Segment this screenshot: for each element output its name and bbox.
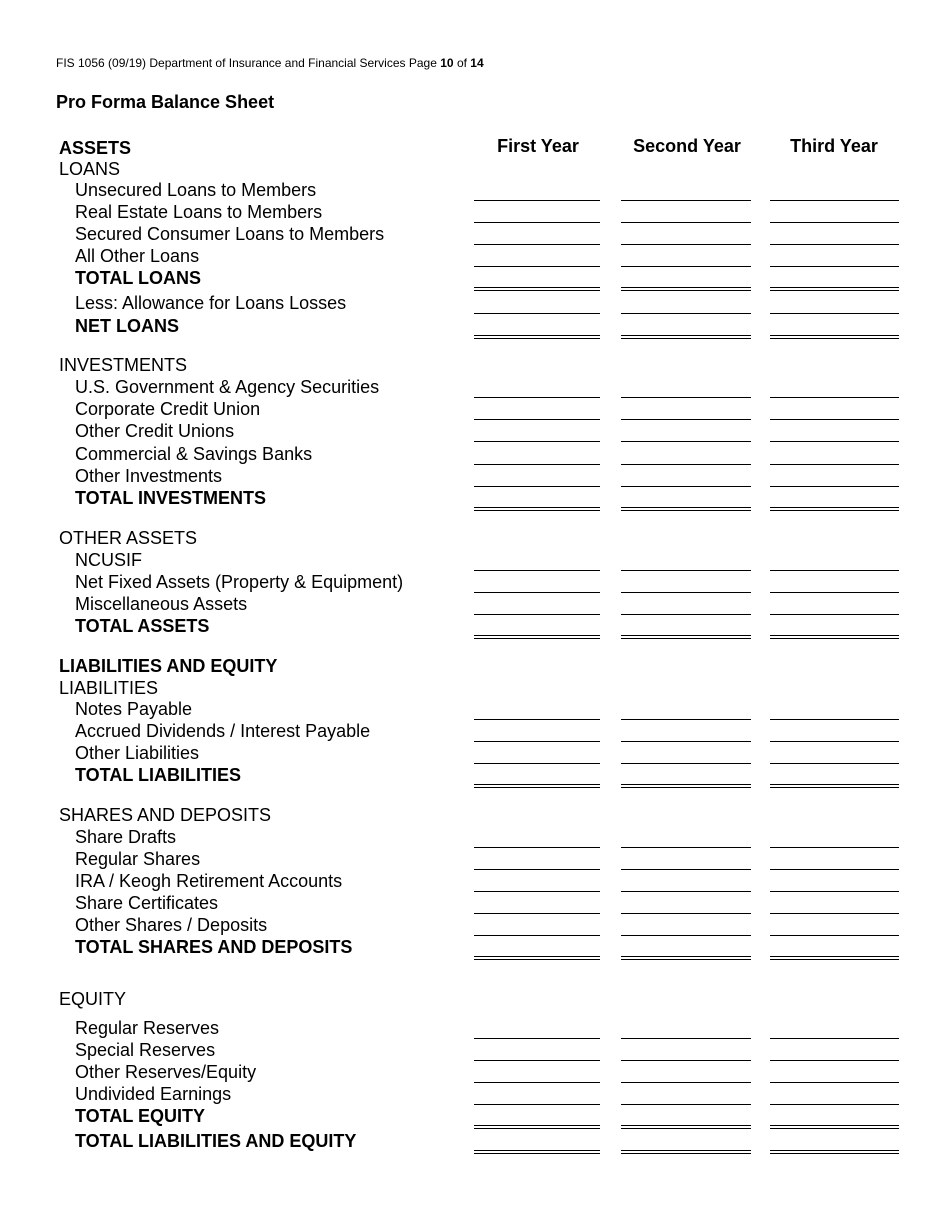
entry-line-second-year[interactable] — [621, 1082, 751, 1083]
entry-line-third-year[interactable] — [770, 397, 899, 398]
entry-line-second-year[interactable] — [621, 1060, 751, 1061]
entry-line-second-year[interactable] — [621, 1150, 751, 1154]
entry-line-first-year[interactable] — [474, 1104, 600, 1105]
row-label: Unsecured Loans to Members — [75, 180, 317, 200]
entry-line-third-year[interactable] — [770, 741, 899, 742]
entry-line-third-year[interactable] — [770, 266, 899, 267]
entry-line-third-year[interactable] — [770, 200, 899, 201]
row-label: TOTAL LOANS — [75, 268, 201, 288]
entry-line-third-year[interactable] — [770, 335, 899, 339]
row-label: Other Credit Unions — [75, 421, 235, 441]
entry-line-third-year[interactable] — [770, 891, 899, 892]
entry-line-second-year[interactable] — [621, 913, 751, 914]
entry-line-third-year[interactable] — [770, 1150, 899, 1154]
entry-line-second-year[interactable] — [621, 200, 751, 201]
entry-line-second-year[interactable] — [621, 635, 751, 639]
entry-line-second-year[interactable] — [621, 464, 751, 465]
row-label: Accrued Dividends / Interest Payable — [75, 721, 371, 741]
entry-line-second-year[interactable] — [621, 741, 751, 742]
entry-line-first-year[interactable] — [474, 419, 600, 420]
entry-line-first-year[interactable] — [474, 956, 600, 960]
row-label: Commercial & Savings Banks — [75, 444, 313, 464]
entry-line-first-year[interactable] — [474, 719, 600, 720]
entry-line-first-year[interactable] — [474, 200, 600, 201]
entry-line-first-year[interactable] — [474, 913, 600, 914]
page-of: of — [456, 56, 467, 70]
entry-line-third-year[interactable] — [770, 244, 899, 245]
entry-line-second-year[interactable] — [621, 287, 751, 291]
entry-line-second-year[interactable] — [621, 419, 751, 420]
entry-line-third-year[interactable] — [770, 784, 899, 788]
row-label: NCUSIF — [75, 550, 142, 570]
row-label: Special Reserves — [75, 1040, 216, 1060]
column-header-second-year: Second Year — [633, 136, 741, 156]
entry-line-third-year[interactable] — [770, 1082, 899, 1083]
entry-line-second-year[interactable] — [621, 1104, 751, 1105]
row-label: OTHER ASSETS — [59, 528, 198, 548]
row-label: Undivided Earnings — [75, 1084, 232, 1104]
entry-line-first-year[interactable] — [474, 1125, 600, 1129]
entry-line-first-year[interactable] — [474, 441, 600, 442]
page-title: Pro Forma Balance Sheet — [56, 92, 275, 112]
page-number: 10 — [440, 56, 454, 70]
entry-line-second-year[interactable] — [621, 891, 751, 892]
row-label: SHARES AND DEPOSITS — [59, 805, 272, 825]
row-label: Regular Reserves — [75, 1018, 220, 1038]
entry-line-second-year[interactable] — [621, 1038, 751, 1039]
entry-line-third-year[interactable] — [770, 869, 899, 870]
row-label: LOANS — [59, 159, 121, 179]
entry-line-first-year[interactable] — [474, 287, 600, 291]
row-label: TOTAL SHARES AND DEPOSITS — [75, 937, 353, 957]
column-header-first-year: First Year — [497, 136, 579, 156]
entry-line-first-year[interactable] — [474, 763, 600, 764]
row-label: All Other Loans — [75, 246, 200, 266]
entry-line-second-year[interactable] — [621, 313, 751, 314]
entry-line-first-year[interactable] — [474, 486, 600, 487]
column-header-third-year: Third Year — [790, 136, 878, 156]
entry-line-first-year[interactable] — [474, 507, 600, 511]
entry-line-first-year[interactable] — [474, 266, 600, 267]
row-label: Real Estate Loans to Members — [75, 202, 323, 222]
row-label: ASSETS — [59, 138, 132, 158]
entry-line-first-year[interactable] — [474, 1150, 600, 1154]
entry-line-third-year[interactable] — [770, 635, 899, 639]
entry-line-third-year[interactable] — [770, 592, 899, 593]
entry-line-third-year[interactable] — [770, 614, 899, 615]
entry-line-second-year[interactable] — [621, 570, 751, 571]
row-label: LIABILITIES AND EQUITY — [59, 656, 278, 676]
entry-line-first-year[interactable] — [474, 741, 600, 742]
row-label: INVESTMENTS — [59, 355, 188, 375]
entry-line-second-year[interactable] — [621, 266, 751, 267]
entry-line-first-year[interactable] — [474, 313, 600, 314]
entry-line-third-year[interactable] — [770, 1038, 899, 1039]
entry-line-first-year[interactable] — [474, 464, 600, 465]
row-label: IRA / Keogh Retirement Accounts — [75, 871, 343, 891]
entry-line-first-year[interactable] — [474, 570, 600, 571]
entry-line-third-year[interactable] — [770, 464, 899, 465]
row-label: Share Certificates — [75, 893, 219, 913]
row-label: Share Drafts — [75, 827, 177, 847]
entry-line-second-year[interactable] — [621, 222, 751, 223]
entry-line-second-year[interactable] — [621, 935, 751, 936]
entry-line-second-year[interactable] — [621, 784, 751, 788]
entry-line-third-year[interactable] — [770, 1060, 899, 1061]
row-label: TOTAL INVESTMENTS — [75, 488, 267, 508]
entry-line-third-year[interactable] — [770, 847, 899, 848]
entry-line-first-year[interactable] — [474, 935, 600, 936]
entry-line-third-year[interactable] — [770, 507, 899, 511]
row-label: LIABILITIES — [59, 678, 159, 698]
row-label: EQUITY — [59, 989, 127, 1009]
entry-line-first-year[interactable] — [474, 891, 600, 892]
form-header — [56, 56, 484, 70]
row-label: U.S. Government & Agency Securities — [75, 377, 380, 397]
entry-line-second-year[interactable] — [621, 335, 751, 339]
row-label: Less: Allowance for Loans Losses — [75, 293, 347, 313]
page-total: 14 — [470, 56, 484, 70]
row-label: Regular Shares — [75, 849, 201, 869]
entry-line-first-year[interactable] — [474, 1082, 600, 1083]
entry-line-second-year[interactable] — [621, 614, 751, 615]
row-label: Other Shares / Deposits — [75, 915, 268, 935]
entry-line-second-year[interactable] — [621, 486, 751, 487]
row-label: TOTAL EQUITY — [75, 1106, 206, 1126]
entry-line-second-year[interactable] — [621, 1125, 751, 1129]
row-label: Notes Payable — [75, 699, 193, 719]
entry-line-second-year[interactable] — [621, 869, 751, 870]
entry-line-third-year[interactable] — [770, 913, 899, 914]
entry-line-second-year[interactable] — [621, 397, 751, 398]
entry-line-second-year[interactable] — [621, 507, 751, 511]
entry-line-third-year[interactable] — [770, 419, 899, 420]
row-label: Secured Consumer Loans to Members — [75, 224, 385, 244]
entry-line-second-year[interactable] — [621, 763, 751, 764]
entry-line-second-year[interactable] — [621, 244, 751, 245]
entry-line-first-year[interactable] — [474, 1060, 600, 1061]
form-id: FIS 1056 (09/19) Department of Insurance and Financial Services Page — [56, 56, 437, 70]
entry-line-second-year[interactable] — [621, 719, 751, 720]
entry-line-third-year[interactable] — [770, 486, 899, 487]
entry-line-first-year[interactable] — [474, 614, 600, 615]
entry-line-first-year[interactable] — [474, 635, 600, 639]
entry-line-third-year[interactable] — [770, 763, 899, 764]
row-label: Other Investments — [75, 466, 223, 486]
entry-line-third-year[interactable] — [770, 719, 899, 720]
entry-line-third-year[interactable] — [770, 935, 899, 936]
entry-line-first-year[interactable] — [474, 847, 600, 848]
entry-line-third-year[interactable] — [770, 1104, 899, 1105]
row-label: Net Fixed Assets (Property & Equipment) — [75, 572, 404, 592]
entry-line-second-year[interactable] — [621, 847, 751, 848]
entry-line-third-year[interactable] — [770, 1125, 899, 1129]
row-label: TOTAL LIABILITIES — [75, 765, 241, 785]
entry-line-third-year[interactable] — [770, 570, 899, 571]
row-label: Corporate Credit Union — [75, 399, 261, 419]
entry-line-third-year[interactable] — [770, 287, 899, 291]
entry-line-second-year[interactable] — [621, 441, 751, 442]
entry-line-second-year[interactable] — [621, 592, 751, 593]
row-label: TOTAL LIABILITIES AND EQUITY — [75, 1131, 357, 1151]
row-label: TOTAL ASSETS — [75, 616, 210, 636]
entry-line-second-year[interactable] — [621, 956, 751, 960]
row-label: NET LOANS — [75, 316, 180, 336]
entry-line-third-year[interactable] — [770, 441, 899, 442]
entry-line-first-year[interactable] — [474, 869, 600, 870]
row-label: Other Reserves/Equity — [75, 1062, 257, 1082]
row-label: Miscellaneous Assets — [75, 594, 248, 614]
entry-line-first-year[interactable] — [474, 222, 600, 223]
entry-line-third-year[interactable] — [770, 956, 899, 960]
entry-line-first-year[interactable] — [474, 335, 600, 339]
entry-line-first-year[interactable] — [474, 397, 600, 398]
entry-line-first-year[interactable] — [474, 1038, 600, 1039]
entry-line-third-year[interactable] — [770, 313, 899, 314]
entry-line-first-year[interactable] — [474, 592, 600, 593]
row-label: Other Liabilities — [75, 743, 200, 763]
entry-line-third-year[interactable] — [770, 222, 899, 223]
entry-line-first-year[interactable] — [474, 244, 600, 245]
entry-line-first-year[interactable] — [474, 784, 600, 788]
